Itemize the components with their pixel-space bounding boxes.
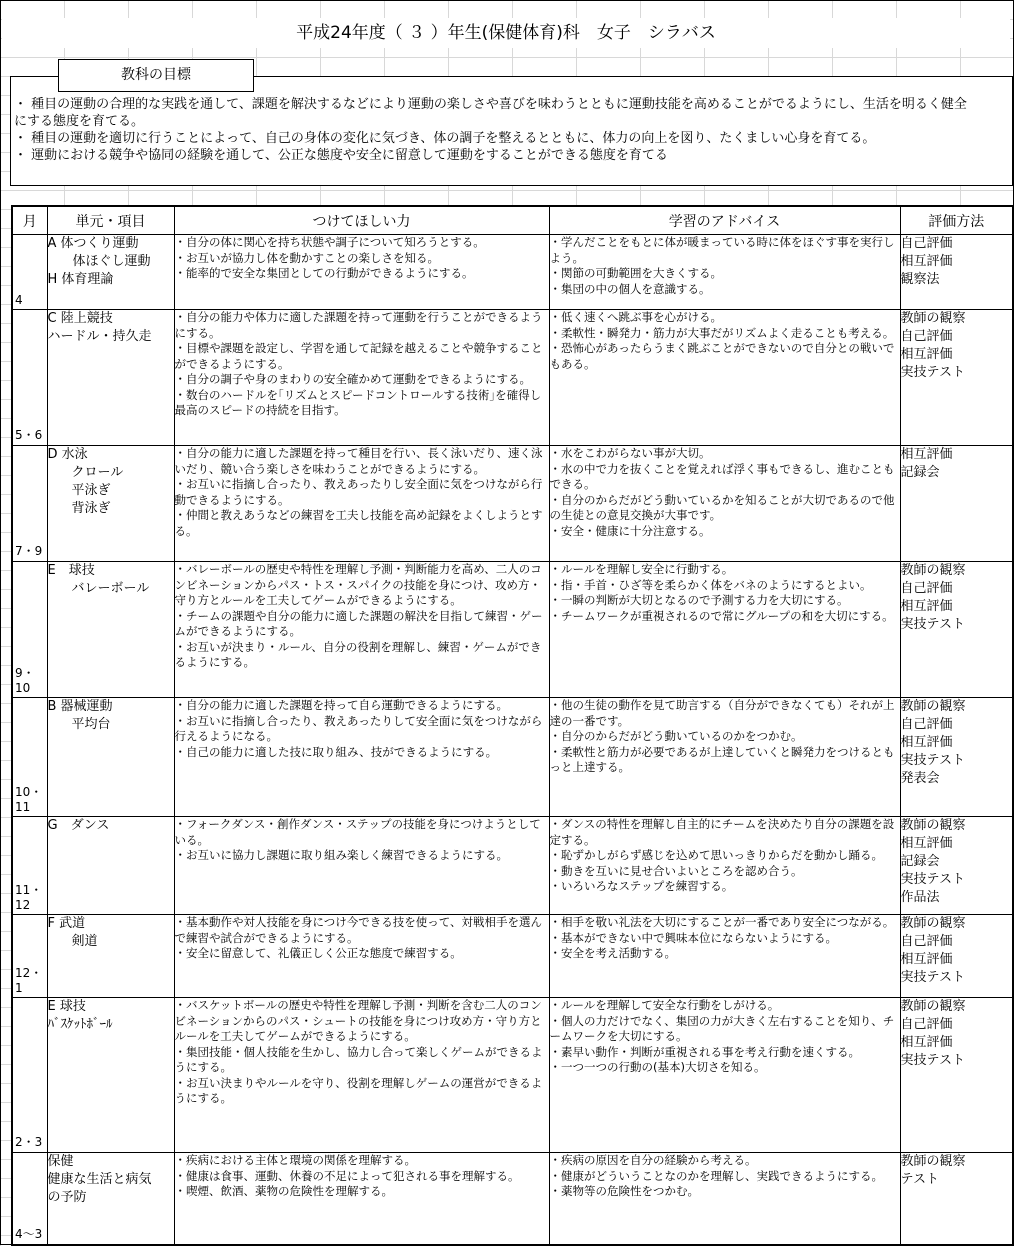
skills-cell: ・バスケットボールの歴史や特性を理解し予測・判断を含む二人のコンビネーションからのパス・シュートの技能を身につけ攻め方・守り方とルールを工夫してゲームができるようにする。 ・集団技能・個人技能を生かし、協力し合って楽しくゲームができるようにする。 ・お互い決まりやルールを守り、役割を理解しゲームの運営ができるようにする。 bbox=[174, 998, 549, 1153]
advice-cell: ・ルールを理解して安全な行動をしがける。 ・個人の力だけでなく、集団の力が大きく左右することを知り、チームワークを大切にする。 ・素早い動作・判断が重視される事を考え行動を速くする。 ・一つ一つの行動の(基本)大切さを知る。 bbox=[549, 998, 900, 1153]
unit-cell: A 体つくり運動 体ほぐし運動 H 体育理論 bbox=[47, 235, 174, 310]
skills-cell: ・自分の体に関心を持ち状態や調子について知ろうとする。 ・お互いが協力し体を動かすことの楽しさを知る。 ・能率的で安全な集団としての行動ができるようにする。 bbox=[174, 235, 549, 310]
skills-cell: ・基本動作や対人技能を身につけ今できる技を使って、対戦相手を選んで練習や試合ができるようにする。 ・安全に留意して、礼儀正しく公正な態度で練習する。 bbox=[174, 915, 549, 998]
goals-text bbox=[14, 96, 1012, 164]
syllabus-table bbox=[11, 205, 1014, 1246]
table-row bbox=[12, 817, 1013, 915]
advice-cell: ・ダンスの特性を理解し自主的にチームを決めたり自分の課題を設定する。 ・恥ずかしがらず感じを込めて思いっきりからだを動かし踊る。 ・動きを互いに見せ合いよいところを認め合う。 ・いろいろなステップを練習する。 bbox=[549, 817, 900, 915]
unit-cell: G ダンス bbox=[47, 817, 174, 915]
table-row bbox=[12, 235, 1013, 310]
evaluation-cell: 教師の観察 テスト bbox=[900, 1153, 1013, 1245]
goal-line: ・ 種目の運動の合理的な実践を通して、課題を解決するなどにより運動の楽しさや喜びを味わうとともに運動技能を高めることがでるようにし、生活を明るく健全 bbox=[14, 97, 967, 112]
table-row bbox=[12, 446, 1013, 562]
table-row bbox=[12, 698, 1013, 817]
unit-cell: 保健 健康な生活と病気 の予防 bbox=[47, 1153, 174, 1245]
evaluation-cell: 教師の観察 自己評価 相互評価 実技テスト bbox=[900, 310, 1013, 446]
page-title: 平成24年度（ ３ ）年生(保健体育)科 女子 シラバス bbox=[2, 18, 1010, 48]
table-row bbox=[12, 998, 1013, 1153]
evaluation-cell: 教師の観察 自己評価 相互評価 実技テスト 発表会 bbox=[900, 698, 1013, 817]
goal-line: にする態度を育てる。 bbox=[14, 114, 145, 129]
advice-cell: ・相手を敬い礼法を大切にすることが一番であり安全につながる。 ・基本ができない中で興味本位にならないようにする。 ・安全を考え活動する。 bbox=[549, 915, 900, 998]
skills-cell: ・自分の能力に適した課題を持って自ら運動できるようにする。 ・お互いに指摘し合ったり、教えあったりして安全面に気をつけながら行えるようになる。 ・自己の能力に適した技に取り組み、技ができるようにする。 bbox=[174, 698, 549, 817]
month-cell: 5・6 bbox=[12, 310, 47, 446]
skills-cell: ・自分の能力に適した課題を持って種目を行い、長く泳いだり、速く泳いだり、競い合う楽しさを味わうことができるようにする。 ・お互いに指摘し合ったり、教えあったりし安全面に気をつけながら行動できるようにする。 ・仲間と教えあうなどの練習を工夫し技能を高め記録をよくしようとする。 bbox=[174, 446, 549, 562]
advice-cell: ・水をこわがらない事が大切。 ・水の中で力を抜くことを覚えれば浮く事もできるし、進むこともできる。 ・自分のからだがどう動いているかを知ることが大切であるので他の生徒との意見交換が大事です。 ・安全・健康に十分注意する。 bbox=[549, 446, 900, 562]
skills-cell: ・バレーボールの歴史や特性を理解し予測・判断能力を高め、二人のコンビネーションからパス・トス・スパイクの技能を身につけ、攻め方・守り方とルールを工夫してゲームができるようにする。 ・チームの課題や自分の能力に適した課題の解決を目指して練習・ゲームができるようにする。 ・お互いが決まり・ルール、自分の役割を理解し、練習・ゲームができるようにする。 bbox=[174, 562, 549, 698]
table-header-row bbox=[12, 206, 1013, 235]
skills-cell: ・疾病における主体と環境の関係を理解する。 ・健康は食事、運動、休養の不足によって犯される事を理解する。 ・喫煙、飲酒、薬物の危険性を理解する。 bbox=[174, 1153, 549, 1245]
evaluation-cell: 教師の観察 自己評価 相互評価 実技テスト bbox=[900, 562, 1013, 698]
header-month: 月 bbox=[12, 206, 47, 235]
unit-cell: B 器械運動 平均台 bbox=[47, 698, 174, 817]
month-cell: 9・10 bbox=[12, 562, 47, 698]
header-evaluation: 評価方法 bbox=[900, 206, 1013, 235]
advice-cell: ・学んだことをもとに体が暖まっている時に体をほぐす事を実行しよう。 ・関節の可動範囲を大きくする。 ・集団の中の個人を意識する。 bbox=[549, 235, 900, 310]
table-row bbox=[12, 915, 1013, 998]
evaluation-cell: 相互評価 記録会 bbox=[900, 446, 1013, 562]
goal-line: ・ 種目の運動を適切に行うことによって、自己の身体の変化に気づき、体の調子を整えるとともに、体力の向上を図り、たくましい心身を育てる。 bbox=[14, 131, 876, 146]
unit-cell: D 水泳 クロール 平泳ぎ 背泳ぎ bbox=[47, 446, 174, 562]
advice-cell: ・ルールを理解し安全に行動する。 ・指・手首・ひざ等を柔らかく体をバネのようにするとよい。 ・一瞬の判断が大切となるので予測する力を大切にする。 ・チームワークが重視されるので常にグループの和を大切にする。 bbox=[549, 562, 900, 698]
advice-cell: ・疾病の原因を自分の経験から考える。 ・健康がどういうことなのかを理解し、実践できるようにする。 ・薬物等の危険性をつかむ。 bbox=[549, 1153, 900, 1245]
goal-line: ・ 運動における競争や協同の経験を通して、公正な態度や安全に留意して運動をすることができる態度を育てる bbox=[14, 148, 668, 163]
table-row bbox=[12, 1153, 1013, 1245]
table-row bbox=[12, 310, 1013, 446]
evaluation-cell: 教師の観察 自己評価 相互評価 実技テスト bbox=[900, 915, 1013, 998]
header-skills: つけてほしい力 bbox=[174, 206, 549, 235]
month-cell: 2・3 bbox=[12, 998, 47, 1153]
advice-cell: ・低く速くへ跳ぶ事を心がける。 ・柔軟性・瞬発力・筋力が大事だがリズムよく走ることも考える。 ・恐怖心があったらうまく跳ぶことができないので自分との戦いでもある。 bbox=[549, 310, 900, 446]
skills-cell: ・自分の能力や体力に適した課題を持って運動を行うことができるようにする。 ・目標や課題を設定し、学習を通して記録を越えることや競争することができるようにする。 ・自分の調子や身のまわりの安全確かめて運動をできるようにする。 ・数台のハードルを｢リズムとスピードコントロールする技術｣を確得し最高のスピードの持続を目指す。 bbox=[174, 310, 549, 446]
month-cell: 11・12 bbox=[12, 817, 47, 915]
month-cell: 7・9 bbox=[12, 446, 47, 562]
month-cell: 10・11 bbox=[12, 698, 47, 817]
unit-cell: E 球技 ﾊﾞｽｹｯﾄﾎﾞｰﾙ bbox=[47, 998, 174, 1153]
month-cell: 4 bbox=[12, 235, 47, 310]
header-unit: 単元・項目 bbox=[47, 206, 174, 235]
month-cell: 4～3 bbox=[12, 1153, 47, 1245]
evaluation-cell: 教師の観察 自己評価 相互評価 実技テスト bbox=[900, 998, 1013, 1153]
skills-cell: ・フォークダンス・創作ダンス・ステップの技能を身につけようとしている。 ・お互いに協力し課題に取り組み楽しく練習できるようにする。 bbox=[174, 817, 549, 915]
table-row bbox=[12, 562, 1013, 698]
goals-heading: 教科の目標 bbox=[58, 59, 254, 92]
header-advice: 学習のアドバイス bbox=[549, 206, 900, 235]
evaluation-cell: 教師の観察 相互評価 記録会 実技テスト 作品法 bbox=[900, 817, 1013, 915]
unit-cell: F 武道 剣道 bbox=[47, 915, 174, 998]
month-cell: 12・1 bbox=[12, 915, 47, 998]
advice-cell: ・他の生徒の動作を見て助言する（自分ができなくても）それが上達の一番です。 ・自分のからだがどう動いているのかをつかむ。 ・柔軟性と筋力が必要であるが上達していくと瞬発力をつけるともっと上達する。 bbox=[549, 698, 900, 817]
unit-cell: C 陸上競技 ハードル・持久走 bbox=[47, 310, 174, 446]
evaluation-cell: 自己評価 相互評価 観察法 bbox=[900, 235, 1013, 310]
unit-cell: E 球技 バレーボール bbox=[47, 562, 174, 698]
